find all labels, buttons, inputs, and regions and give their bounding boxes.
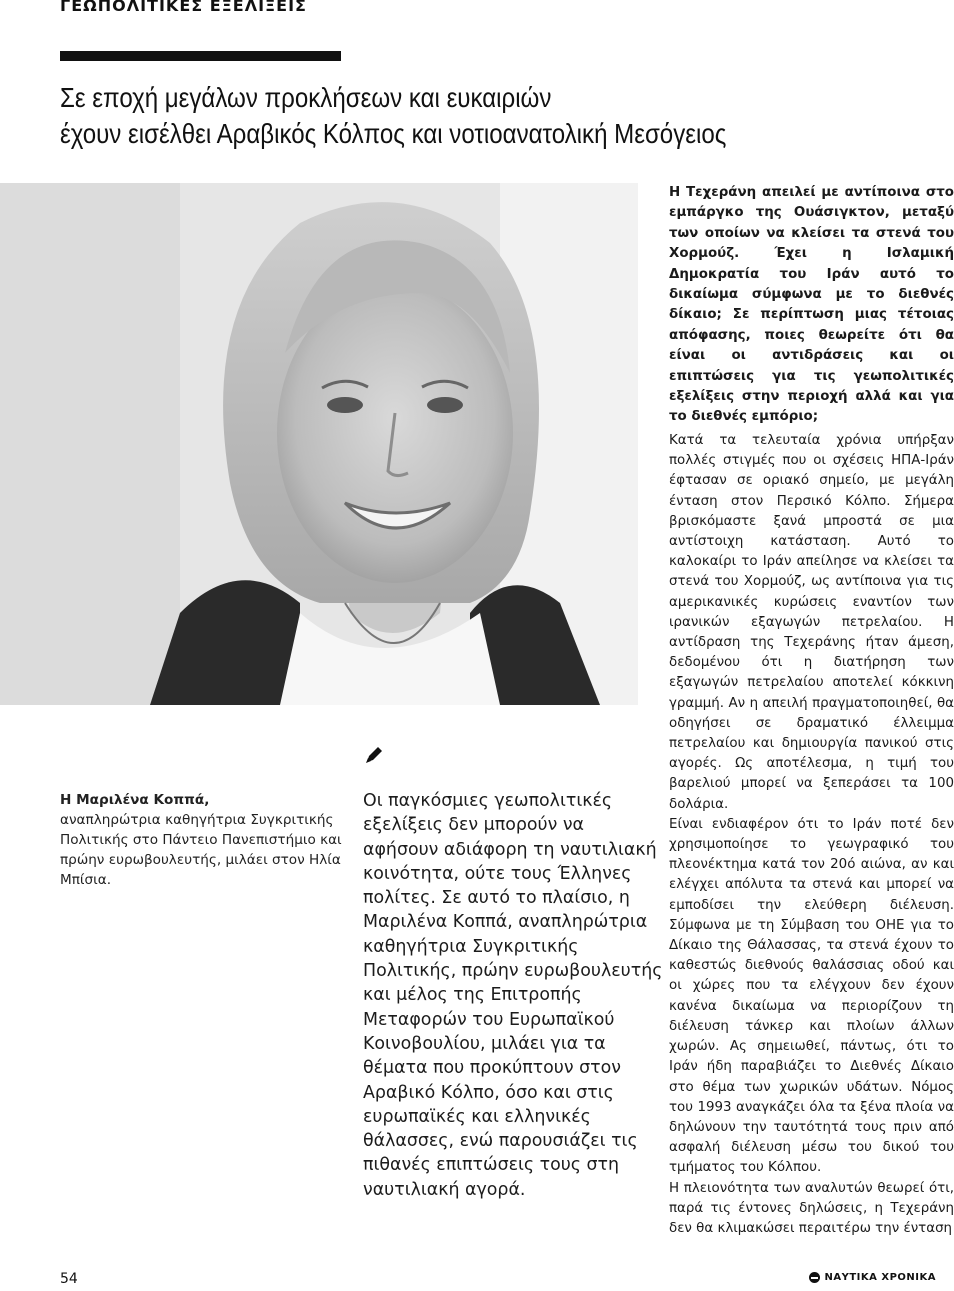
section-label: ΓΕΩΠΟΛΙΤΙΚΕΣ ΕΞΕΛΙΞΕΙΣ	[60, 0, 307, 15]
answer-paragraph: Η πλειονότητα των αναλυτών θεωρεί ότι, παρά τις έντονες δηλώσεις, η Τεχεράνη δεν θα κλιμακώσει περαιτέρω την ένταση	[669, 1180, 954, 1236]
title-bar	[60, 51, 341, 61]
photo-caption	[60, 790, 350, 890]
page-number: 54	[60, 1271, 78, 1287]
headline-line-1: Σε εποχή μεγάλων προκλήσεων και ευκαιριών	[60, 82, 552, 113]
interview-answer	[669, 431, 954, 1239]
portrait-photo	[0, 183, 638, 705]
pencil-icon	[363, 744, 385, 770]
page-title	[60, 80, 782, 152]
brand-name: ΝΑΥΤΙΚΑ ΧΡΟΝΙΚΑ	[824, 1272, 936, 1283]
brand	[809, 1272, 936, 1283]
caption-text: αναπληρώτρια καθηγήτρια Συγκριτικής Πολιτικής στο Πάντειο Πανεπιστήμιο και πρώην ευρωβουλευτής, μιλάει στον Ηλία Μπίσια.	[60, 812, 342, 888]
headline-line-2: έχουν εισέλθει Αραβικός Κόλπος και νοτιοανατολική Μεσόγειος	[60, 118, 727, 149]
caption-name: Η Μαριλένα Κοππά,	[60, 792, 210, 808]
interview-question: Η Τεχεράνη απειλεί με αντίποινα στο εμπάργκο της Ουάσιγκτον, μεταξύ των οποίων να κλείσει τα στενά του Χορμούζ. Έχει η Ισλαμική Δημοκρατία του Ιράν αυτό το δικαίωμα σύμφωνα με το διεθνές δίκαιο; Σε περίπτωση μιας τέτοιας απόφασης, ποιες θεωρείτε ότι θα είναι οι αντιδράσεις και οι επιπτώσεις για τις γεωπολιτικές εξελίξεις στην περιοχή αλλά και για το διεθνές εμπόριο;	[669, 185, 954, 425]
answer-paragraph: Είναι ενδιαφέρον ότι το Ιράν ποτέ δεν χρησιμοποίησε το γεωγραφικό του πλεονέκτημα κατά τον 20ό αιώνα, αν και ελέγχει απόλυτα τα στενά και μπορεί να εμποδίσει την ελεύθερη διέλευση. Σύμφωνα με τη Σύμβαση του ΟΗΕ για το Δίκαιο της Θάλασσας, τα στενά έχουν το καθεστώς διεθνούς θαλάσσιας οδού και οι χώρες που τα ελέγχουν δεν έχουν κανένα δικαίωμα να περιορίζουν τη διέλευση τάνκερ και πλοίων άλλων χωρών. Ας σημειωθεί, πάντως, ότι το Ιράν ήδη παραβιάζει το Διεθνές Δίκαιο στο θέμα των χωρικών υδάτων. Νόμος του 1993 αναγκάζει όλα τα ξένα πλοία να δηλώνουν την ταυτότητά τους πριν από ασφαλή διέλευση μέσω του δικού του τμήματος του Κόλπου.	[669, 816, 954, 1176]
brand-logo-icon	[809, 1272, 820, 1283]
answer-paragraph: Κατά τα τελευταία χρόνια υπήρξαν πολλές στιγμές που οι σχέσεις ΗΠΑ-Ιράν έφτασαν σε οριακό σημείο, με μεγάλη ένταση στον Περσικό Κόλπο. Σήμερα βρισκόμαστε ξανά μπροστά σε μια αντίστοιχη κατάσταση. Αυτό το καλοκαίρι το Ιράν απείλησε να κλείσει τα στενά του Χορμούζ, ως αντίποινα για τις αμερικανικές κυρώσεις εναντίον των ιρανικών εξαγωγών πετρελαίου. Η αντίδραση της Τεχεράνης ήταν άμεση, δεδομένου ότι η διατήρηση των εξαγωγών πετρελαίου αποτελεί κόκκινη γραμμή. Αν η απειλή πραγματοποιηθεί, θα οδηγήσει σε δραματικό έλλειμμα πετρελαίου και δημιουργία πανικού στις αγορές. Ως αποτέλεσμα, η τιμή του βαρελιού μπορεί να ξεπεράσει τα 100 δολάρια.	[669, 433, 954, 812]
lead-paragraph: Οι παγκόσμιες γεωπολιτικές εξελίξεις δεν μπορούν να αφήσουν αδιάφορη τη ναυτιλιακή κοινότητα, ούτε τους Έλληνες πολίτες. Σε αυτό το πλαίσιο, η Μαριλένα Κοππά, αναπληρώτρια καθηγήτρια Συγκριτικής Πολιτικής, πρώην ευρωβουλευτής και μέλος της Επιτροπής Μεταφορών του Ευρωπαϊκού Κοινοβουλίου, μιλάει για τα θέματα που προκύπτουν στον Αραβικό Κόλπο, όσο και στις ευρωπαϊκές και ελληνικές θάλασσες, ενώ παρουσιάζει τις πιθανές επιπτώσεις τους στη ναυτιλιακή αγορά.	[363, 791, 663, 1200]
